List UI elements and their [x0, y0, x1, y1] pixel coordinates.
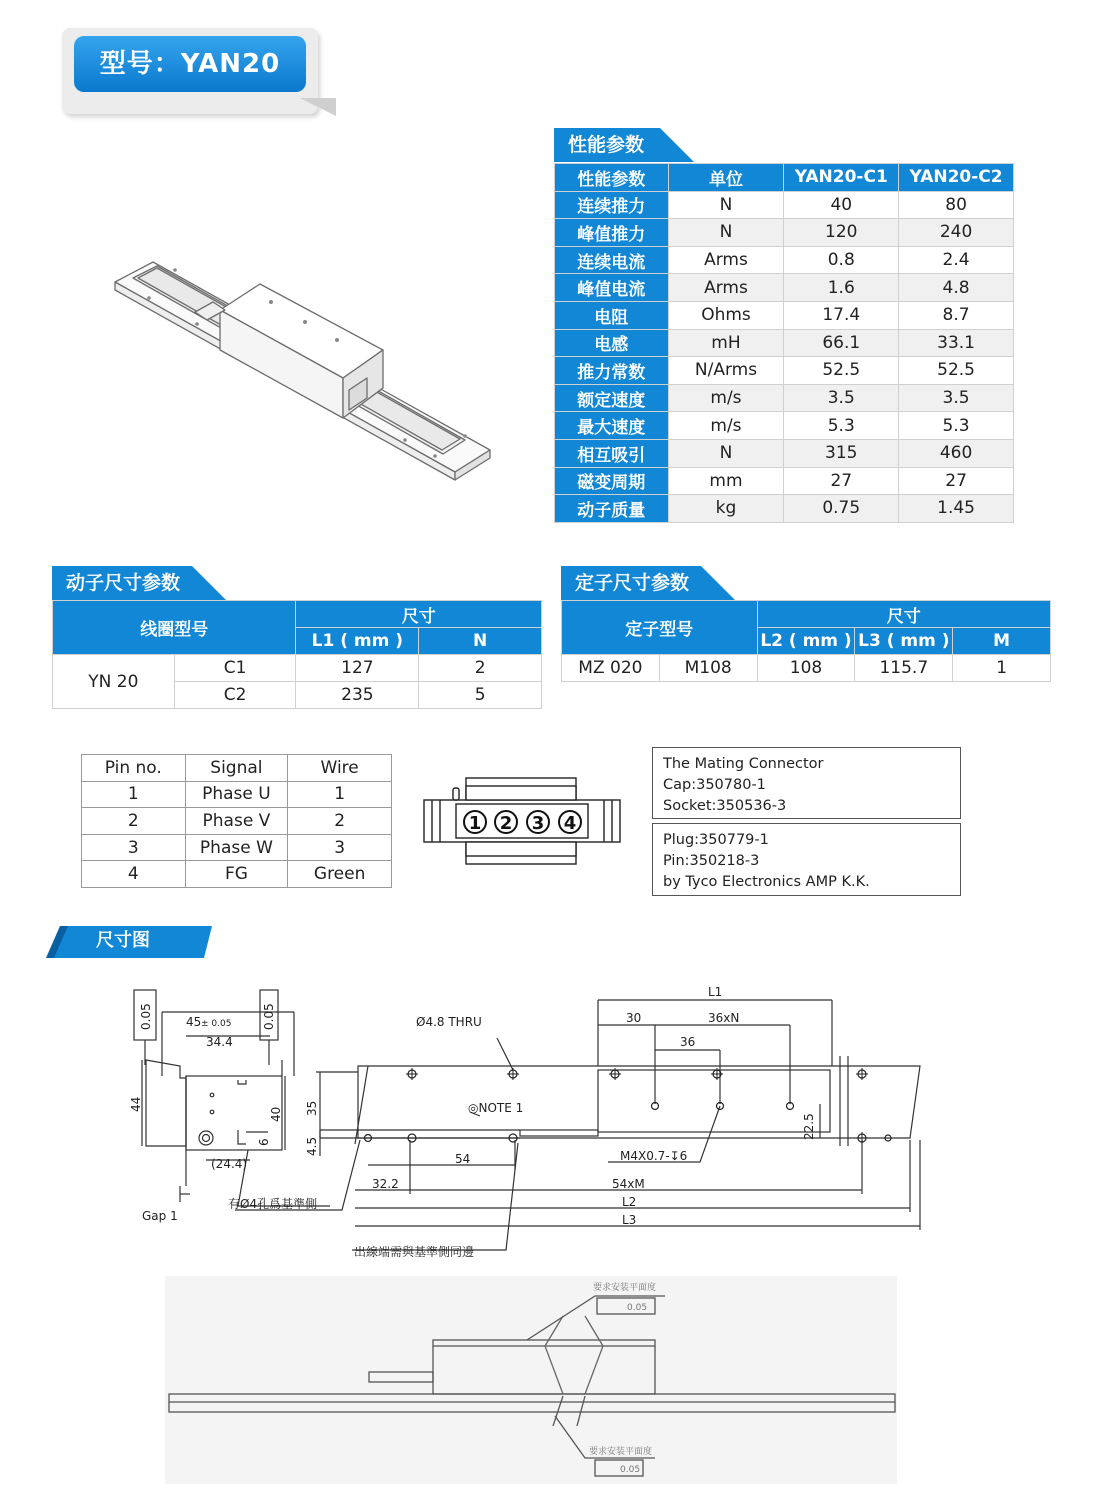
mating-cap: Cap:350780-1 [663, 777, 766, 793]
param-c2: 8.7 [899, 301, 1014, 329]
dim-36xn: 36xN [708, 1011, 740, 1025]
dim-54xm: 54xM [612, 1177, 645, 1191]
param-c2: 3.5 [899, 384, 1014, 412]
pin-part: Pin:350218-3 [663, 853, 760, 869]
param-name: 相互吸引 [555, 439, 669, 467]
connector-pin-4: 4 [563, 813, 577, 834]
pin-no: 4 [82, 861, 186, 888]
param-c1: 1.6 [784, 274, 899, 302]
model-card-shadow [300, 98, 336, 116]
param-name: 连续电流 [555, 246, 669, 274]
mover-model: YN 20 [53, 655, 175, 709]
param-name: 推力常数 [555, 357, 669, 385]
signal-header: Signal [185, 755, 288, 782]
performance-row [555, 357, 1014, 385]
mating-connector-box [652, 747, 961, 819]
pin-row [82, 808, 392, 835]
l1-header: L1 ( mm ) [296, 628, 419, 655]
param-unit: m/s [668, 384, 784, 412]
performance-col-param: 性能参数 [555, 164, 669, 192]
performance-row [555, 412, 1014, 440]
performance-row [555, 246, 1014, 274]
pin-no: 2 [82, 808, 186, 835]
dim-40: 40 [269, 1106, 283, 1122]
pin-signal: FG [185, 861, 288, 888]
param-c1: 120 [784, 219, 899, 247]
param-name: 峰值推力 [555, 219, 669, 247]
mating-title: The Mating Connector [663, 756, 824, 772]
tol-right: 0.05 [262, 1003, 276, 1030]
pin-row [82, 781, 392, 808]
dim-30: 30 [626, 1011, 642, 1025]
param-name: 最大速度 [555, 412, 669, 440]
dim-32-2: 32.2 [372, 1177, 399, 1191]
reference-hole-note: 有Ø4孔爲基準側 [228, 1197, 318, 1211]
performance-col-unit: 单位 [668, 164, 784, 192]
dim-l2: L2 [622, 1195, 637, 1209]
stator-l2: 108 [757, 655, 855, 682]
note-1-label: ◎NOTE 1 [468, 1101, 524, 1115]
coil-model-header: 线圈型号 [53, 601, 296, 655]
stator-model-header: 定子型号 [562, 601, 758, 655]
param-c2: 80 [899, 191, 1014, 219]
mover-n: 2 [419, 655, 542, 682]
maker: by Tyco Electronics AMP K.K. [663, 874, 870, 890]
param-unit: Arms [668, 246, 784, 274]
param-c2: 5.3 [899, 412, 1014, 440]
param-c1: 0.8 [784, 246, 899, 274]
dim-36: 36 [680, 1035, 696, 1049]
param-unit: Ohms [668, 301, 784, 329]
l2-header: L2 ( mm ) [757, 628, 855, 655]
dim-4-5: 4.5 [305, 1136, 319, 1156]
dim-22-5: 22.5 [802, 1113, 816, 1140]
param-unit: N [668, 439, 784, 467]
tol-left: 0.05 [139, 1003, 153, 1030]
param-name: 电阻 [555, 301, 669, 329]
mover-variant: C1 [174, 655, 296, 682]
mover-dims-table [52, 600, 542, 709]
mating-socket: Socket:350536-3 [663, 798, 787, 814]
param-c1: 66.1 [784, 329, 899, 357]
param-name: 电感 [555, 329, 669, 357]
param-c1: 27 [784, 467, 899, 495]
param-c2: 460 [899, 439, 1014, 467]
install-tol-top: 0.05 [627, 1303, 648, 1313]
dim-34-4: 34.4 [206, 1035, 233, 1049]
pin-wire: 2 [288, 808, 392, 835]
connector-pin-3: 3 [531, 813, 545, 834]
cable-side-note: 出線端需與基準側同邊 [354, 1245, 475, 1259]
stator-tag-corner [701, 566, 735, 600]
performance-row [555, 274, 1014, 302]
gap-label: Gap 1 [142, 1209, 178, 1223]
performance-col-c1: YAN20-C1 [784, 164, 899, 192]
performance-row [555, 495, 1014, 523]
stator-m: 1 [953, 655, 1051, 682]
model-title: 型号：YAN20 [74, 36, 306, 92]
param-c1: 52.5 [784, 357, 899, 385]
motor-illustration [105, 240, 500, 485]
mover-tag-corner [192, 566, 226, 600]
stator-row [562, 655, 1051, 682]
dim-54: 54 [455, 1152, 471, 1166]
mover-variant: C2 [174, 682, 296, 709]
dim-45-tol: ± 0.05 [201, 1019, 232, 1029]
pin-row [82, 861, 392, 888]
pin-signal: Phase W [185, 834, 288, 861]
param-c1: 40 [784, 191, 899, 219]
stator-model: M108 [659, 655, 757, 682]
stator-l3: 115.7 [855, 655, 953, 682]
pin-table [81, 754, 392, 888]
dim-45: 45 [186, 1015, 202, 1029]
performance-row [555, 384, 1014, 412]
param-c1: 5.3 [784, 412, 899, 440]
l3-header: L3 ( mm ) [855, 628, 953, 655]
dim-l3: L3 [622, 1213, 637, 1227]
connector-pin-2: 2 [499, 813, 513, 834]
performance-header-row [555, 164, 1014, 192]
param-unit: kg [668, 495, 784, 523]
param-name: 磁变周期 [555, 467, 669, 495]
install-label-top: 要求安装平面度 [593, 1283, 657, 1293]
performance-row [555, 329, 1014, 357]
stator-size-header: 尺寸 [757, 601, 1050, 628]
pin-row [82, 834, 392, 861]
drawing-section-title: 尺寸图 [96, 930, 150, 951]
pin-wire: 1 [288, 781, 392, 808]
param-c2: 1.45 [899, 495, 1014, 523]
install-tol-bottom: 0.05 [620, 1465, 641, 1475]
param-unit: mH [668, 329, 784, 357]
mover-l1: 127 [296, 655, 419, 682]
performance-row [555, 467, 1014, 495]
performance-row [555, 219, 1014, 247]
connector-diagram [420, 776, 624, 868]
performance-row [555, 439, 1014, 467]
param-c2: 4.8 [899, 274, 1014, 302]
param-name: 动子质量 [555, 495, 669, 523]
param-c2: 27 [899, 467, 1014, 495]
param-c2: 240 [899, 219, 1014, 247]
mover-l1: 235 [296, 682, 419, 709]
param-unit: m/s [668, 412, 784, 440]
performance-tag-corner [660, 128, 694, 162]
pin-header: Pin no. [82, 755, 186, 782]
performance-row [555, 301, 1014, 329]
install-diagram [165, 1276, 897, 1484]
param-c1: 17.4 [784, 301, 899, 329]
wire-header: Wire [288, 755, 392, 782]
stator-section-title: 定子尺寸参数 [561, 566, 701, 600]
param-unit: mm [668, 467, 784, 495]
stator-series: MZ 020 [562, 655, 660, 682]
n-header: N [419, 628, 542, 655]
performance-col-c2: YAN20-C2 [899, 164, 1014, 192]
performance-table [554, 163, 1014, 523]
param-c1: 315 [784, 439, 899, 467]
tap-label: M4X0.7-↧6 [620, 1149, 688, 1163]
m-header: M [953, 628, 1051, 655]
connector-pin-1: 1 [468, 813, 482, 834]
mover-row [53, 655, 542, 682]
dim-35: 35 [305, 1100, 319, 1116]
param-c1: 0.75 [784, 495, 899, 523]
param-unit: N [668, 219, 784, 247]
dim-6: 6 [257, 1138, 271, 1146]
pin-no: 3 [82, 834, 186, 861]
dim-44: 44 [129, 1096, 143, 1112]
pin-wire: Green [288, 861, 392, 888]
mover-section-title: 动子尺寸参数 [52, 566, 192, 600]
dimension-drawing [120, 980, 940, 1265]
pin-wire: 3 [288, 834, 392, 861]
param-c2: 33.1 [899, 329, 1014, 357]
param-unit: N/Arms [668, 357, 784, 385]
stator-dims-table [561, 600, 1051, 682]
thru-hole-label: Ø4.8 THRU [416, 1015, 482, 1029]
param-name: 额定速度 [555, 384, 669, 412]
plug-part: Plug:350779-1 [663, 832, 769, 848]
mover-size-header: 尺寸 [296, 601, 542, 628]
param-name: 峰值电流 [555, 274, 669, 302]
param-unit: N [668, 191, 784, 219]
param-c2: 2.4 [899, 246, 1014, 274]
mover-n: 5 [419, 682, 542, 709]
performance-section-title: 性能参数 [554, 128, 660, 162]
pin-no: 1 [82, 781, 186, 808]
param-c1: 3.5 [784, 384, 899, 412]
pin-signal: Phase U [185, 781, 288, 808]
performance-row [555, 191, 1014, 219]
param-name: 连续推力 [555, 191, 669, 219]
pin-signal: Phase V [185, 808, 288, 835]
param-unit: Arms [668, 274, 784, 302]
param-c2: 52.5 [899, 357, 1014, 385]
dim-24-4: (24.4) [211, 1157, 248, 1171]
install-label-bottom: 要求安装平面度 [589, 1447, 653, 1457]
plug-box [652, 823, 961, 896]
dim-l1: L1 [708, 985, 723, 999]
